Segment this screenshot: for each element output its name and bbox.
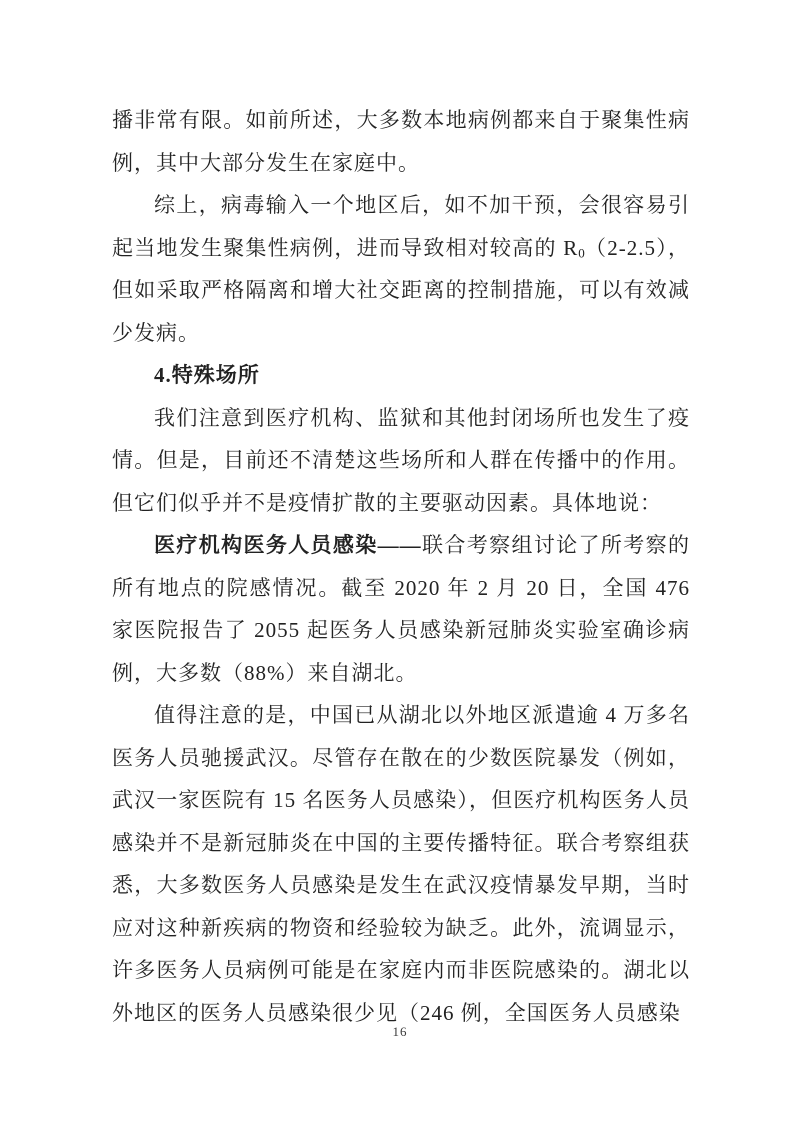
paragraph-summary-r0 [112,184,690,354]
section-heading-special-settings: 4.特殊场所 [154,363,260,387]
hcw-infections-lead-bold: 医疗机构医务人员感染—— [154,533,422,557]
paragraph-hcw-details: 值得注意的是，中国已从湖北以外地区派遣逾 4 万多名医务人员驰援武汉。尽管存在散在的少数医院暴发（例如，武汉一家医院有 15 名医务人员感染），但医疗机构医务人员感染并不是新冠肺炎在中国的主要传播特征。联合考察组获悉，大多数医务人员感染是发生在武汉疫情暴发早期，当时应对这种新疾病的物资和经验较为缺乏。此外，流调显示，许多医务人员病例可能是在家庭内而非医院感染的。湖北以外地区的医务人员感染很少见（246 例，全国医务人员感染 [112,703,690,1025]
page-body-text [112,99,690,1034]
paragraph-transmission-continued: 播非常有限。如前所述，大多数本地病例都来自于聚集性病例，其中大部分发生在家庭中。 [112,108,690,175]
r0-subscript: 0 [578,244,585,260]
hcw-infections-rest: 联合考察组讨论了所考察的所有地点的院感情况。截至 2020 年 2 月 20 日，全国 476 家医院报告了 2055 起医务人员感染新冠肺炎实验室确诊病例，大多数（88%）来自湖北。 [112,533,691,685]
paragraph-summary-r0-text: 综上，病毒输入一个地区后，如不加干预，会很容易引起当地发生聚集性病例，进而导致相对较高的 R [112,193,690,260]
page-number: 16 [392,1024,408,1039]
paragraph-hcw-infections [112,524,690,694]
paragraph-summary-r0-rest: （2-2.5），但如采取严格隔离和增大社交距离的控制措施，可以有效减少发病。 [112,235,690,345]
paragraph-special-settings-intro: 我们注意到医疗机构、监狱和其他封闭场所也发生了疫情。但是，目前还不清楚这些场所和人群在传播中的作用。但它们似乎并不是疫情扩散的主要驱动因素。具体地说： [112,405,690,515]
